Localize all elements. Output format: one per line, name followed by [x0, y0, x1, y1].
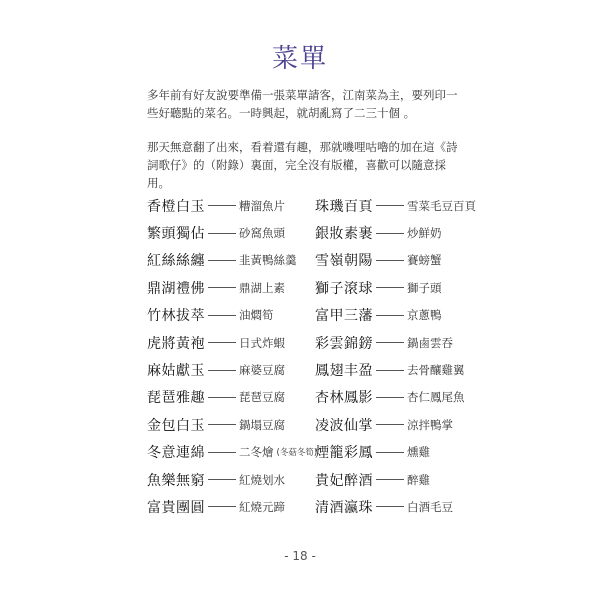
dash-divider [376, 370, 404, 371]
menu-item-poetic-name: 富甲三藩 [315, 308, 373, 325]
menu-item [315, 247, 485, 274]
intro-paragraph-2: 那天無意翻了出來，看着還有趣，那就嘰哩咕嚕的加在這《詩詞歌仔》的（附錄）裏面，完全沒有版權，喜歡可以隨意採用。 [147, 140, 458, 190]
dash-divider [208, 315, 236, 316]
dash-divider [208, 397, 236, 398]
intro-paragraph-1: 多年前有好友說要準備一張菜單請客，江南菜為主，要列印一些好聽點的菜名。一時興起，就胡亂寫了二三十個 。 [147, 88, 458, 120]
menu-item [315, 384, 485, 411]
menu-item-dish-name: 麻婆豆腐 [239, 363, 285, 378]
menu-item-poetic-name: 清酒瀛珠 [315, 499, 373, 516]
menu-item-dish-name: 鍋鹵雲吞 [407, 335, 453, 350]
dash-divider [376, 315, 404, 316]
menu-item-poetic-name: 麻姑獻玉 [147, 363, 205, 380]
menu-item-poetic-name: 富貴團圓 [147, 499, 205, 516]
menu-item [315, 274, 485, 301]
menu-item-poetic-name: 凌波仙掌 [315, 417, 373, 434]
menu-item-dish-name: 紅燒划水 [239, 472, 285, 487]
dash-divider [376, 479, 404, 480]
menu-item-poetic-name: 煙籠彩鳳 [315, 445, 373, 462]
menu-item-dish-name: 燻雞 [407, 445, 430, 460]
menu-item-poetic-name: 香橙白玉 [147, 198, 205, 215]
menu-item [315, 411, 485, 438]
dash-divider [376, 506, 404, 507]
menu-item-poetic-name: 銀妝素裹 [315, 226, 373, 243]
page-number: - 18 - [284, 549, 316, 563]
menu-item-dish-name: 獅子頭 [407, 280, 442, 295]
menu-item-dish-name: 京蔥鴨 [407, 308, 442, 323]
menu-item-dish-name: 油燜筍 [239, 308, 274, 323]
menu-item-poetic-name: 紅絲絲纏 [147, 253, 205, 270]
dash-divider [208, 342, 236, 343]
dash-divider [208, 260, 236, 261]
menu-item-dish-name: 去骨釀雞翼 [407, 363, 465, 378]
menu-item-dish-name: 砂窩魚頭 [239, 226, 285, 241]
menu-item-dish-name: 炒鮮奶 [407, 226, 442, 241]
menu-item-note: (冬菇冬筍) [276, 448, 318, 459]
menu-item-poetic-name: 貴妃醉酒 [315, 472, 373, 489]
dash-divider [376, 260, 404, 261]
dash-divider [208, 287, 236, 288]
menu-item-dish-name: 杏仁鳳尾魚 [407, 390, 465, 405]
dash-divider [376, 205, 404, 206]
dash-divider [376, 287, 404, 288]
dash-divider [208, 424, 236, 425]
menu-item [315, 493, 485, 520]
menu-item-poetic-name: 魚樂無窮 [147, 472, 205, 489]
menu-item-poetic-name: 鳳翅丰盈 [315, 363, 373, 380]
menu-item-poetic-name: 鼎湖禮佛 [147, 280, 205, 297]
dash-divider [376, 397, 404, 398]
dash-divider [208, 506, 236, 507]
menu-item-dish-name: 賽螃蟹 [407, 253, 442, 268]
menu-item-poetic-name: 琵琶雅趣 [147, 390, 205, 407]
dash-divider [376, 233, 404, 234]
menu-item [315, 219, 485, 246]
menu-item-dish-name: 涼拌鴨掌 [407, 417, 453, 432]
menu-item-poetic-name: 獅子滾球 [315, 280, 373, 297]
menu-item-poetic-name: 竹林拔萃 [147, 308, 205, 325]
menu-item [315, 329, 485, 356]
menu-item-dish-name: 紅燒元蹄 [239, 499, 285, 514]
menu-item-poetic-name: 彩雲錦鎊 [315, 335, 373, 352]
menu-item-dish-name: 醉雞 [407, 472, 430, 487]
menu-item-dish-name: 鍋塌豆腐 [239, 417, 285, 432]
menu-item-dish-name: 韭黃鴨絲羹 [239, 253, 297, 268]
dash-divider [208, 479, 236, 480]
menu-item-poetic-name: 杏林鳳影 [315, 390, 373, 407]
menu-item-poetic-name: 雪嶺朝陽 [315, 253, 373, 270]
menu-item-poetic-name: 金包白玉 [147, 417, 205, 434]
dash-divider [208, 370, 236, 371]
dash-divider [376, 452, 404, 453]
dash-divider [376, 342, 404, 343]
menu-item-poetic-name: 珠璣百頁 [315, 198, 373, 215]
dash-divider [208, 205, 236, 206]
dash-divider [208, 233, 236, 234]
menu-item [315, 439, 485, 466]
menu-item [315, 466, 485, 493]
menu-item-poetic-name: 虎將黃袍 [147, 335, 205, 352]
menu-item [315, 302, 485, 329]
menu-item-poetic-name: 繁頭獨佔 [147, 226, 205, 243]
menu-item-dish-name: 鼎湖上素 [239, 280, 285, 295]
menu-item [315, 356, 485, 383]
dash-divider [208, 452, 236, 453]
menu-item-dish-name: 白酒毛豆 [407, 499, 453, 514]
menu-column-right [315, 192, 485, 521]
menu-item-dish-name: 雪菜毛豆百頁 [407, 198, 476, 213]
menu-item-dish-name: 琵琶豆腐 [239, 390, 285, 405]
page-title: 菜單 [271, 44, 328, 74]
menu-item-poetic-name: 冬意連綿 [147, 445, 205, 462]
menu-item-dish-name: 二冬燴 [239, 445, 274, 460]
menu-item [315, 192, 485, 219]
menu-item-dish-name: 日式炸蝦 [239, 335, 285, 350]
dash-divider [376, 424, 404, 425]
menu-item-dish-name: 糟溜魚片 [239, 198, 285, 213]
